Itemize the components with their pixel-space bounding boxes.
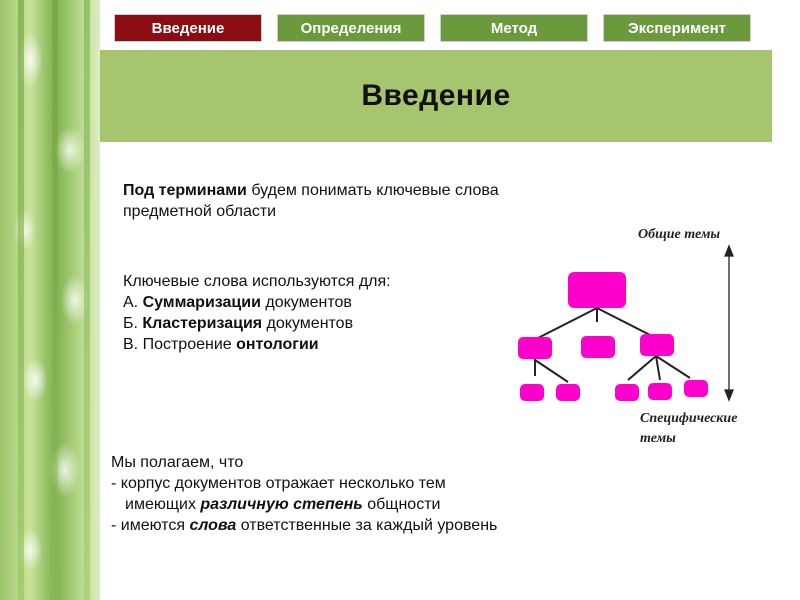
root-node [568,272,626,308]
mid-node [640,334,674,356]
decorative-stem [52,0,58,600]
tree-graphic [510,220,780,460]
uses-intro: Ключевые слова используются для: [123,273,391,290]
list-item: А. Суммаризации документов [123,294,352,311]
mid-node [581,336,615,358]
leaf-node [684,380,708,397]
list-item: В. Построение онтологии [123,336,319,353]
tab-label: Определения [300,19,402,37]
decorative-stem [18,0,24,600]
page-title: Введение [361,79,511,112]
leaf-node [556,384,580,401]
title-band [100,50,772,142]
tab-definitions[interactable] [277,14,425,42]
definition-paragraph [123,180,503,222]
level-arrow [725,246,733,400]
definition-term: Под терминами [123,182,247,199]
tab-introduction[interactable] [114,14,262,42]
decorative-stem [84,0,90,600]
tab-label: Метод [490,19,538,37]
decorative-foliage-strip [0,0,100,600]
specific-topics-label-2: темы [640,431,676,446]
tab-experiment[interactable] [603,14,751,42]
assumption-line: имеющих различную степень общности [125,496,441,513]
list-item: Б. Кластеризация документов [123,315,354,332]
uses-list [123,271,503,355]
tab-label: Эксперимент [628,19,726,37]
assumptions-intro: Мы полагаем, что [111,454,244,471]
leaf-node [520,384,544,401]
specific-topics-label: Специфические [640,411,738,426]
tree-nodes [518,272,708,401]
assumptions-paragraph [111,452,631,536]
leaf-node [615,384,639,401]
tab-label: Введение [151,19,225,37]
mid-node [518,337,552,359]
assumption-line: - корпус документов отражает несколько тем [111,475,446,492]
leaf-node [648,383,672,400]
general-topics-label: Общие темы [638,227,721,242]
assumption-line: - имеются слова ответственные за каждый уровень [111,517,498,534]
definition-text: будем понимать ключевые слова предметной области [123,182,499,220]
tab-method[interactable] [440,14,588,42]
topic-hierarchy-diagram [510,220,780,460]
